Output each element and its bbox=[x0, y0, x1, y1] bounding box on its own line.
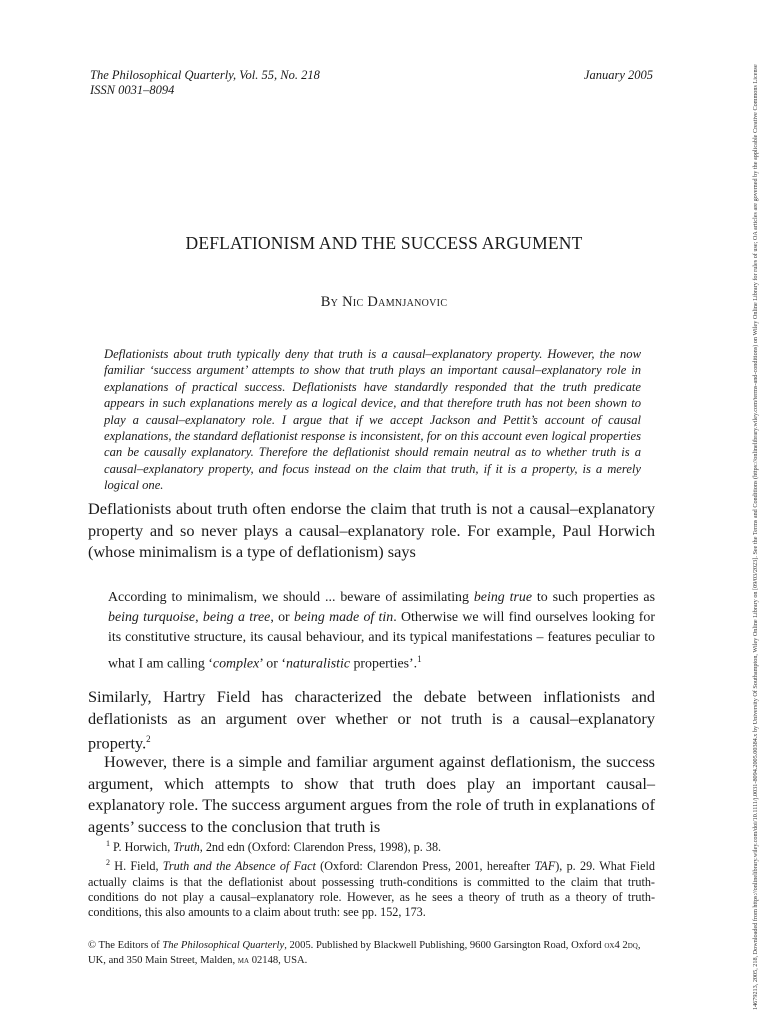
paragraph-1: Deflationists about truth often endorse the claim that truth is not a causal–explanatory property and so never plays a causal–explanatory role. For example, Paul Horwich (whose minimalism is a type of deflationism) says bbox=[88, 499, 655, 561]
footnote-1: $^1$ P. Horwich, Truth, 2nd edn (Oxford: Clarendon Press, 1998), p. 38. bbox=[106, 839, 442, 855]
block-quote: According to minimalism, we should ... beware of assimilating being true to such properties as being turquoise, being a tree, or being made of tin. Otherwise we will find ourselves looking for its constitutive structure, its causal behaviour, and its typical manifestations – features peculiar to what I am calling ‘complex’ or ‘naturalistic properties’.$^1$ bbox=[108, 590, 656, 672]
issn-label: ISSN bbox=[90, 83, 119, 97]
issue-date: January 2005 bbox=[583, 68, 653, 82]
footnote-ref-2: 2 bbox=[146, 734, 151, 744]
article-title: DEFLATIONISM AND THE SUCCESS ARGUMENT bbox=[185, 233, 583, 253]
issn-number: 0031–8094 bbox=[118, 83, 175, 97]
download-notice: 14679213, 2005, 218, Downloaded from https://onlinelibrary.wiley.com/doi/10.1111/j.0031-8094.2005.00384.x by University Of Southampton, Wiley Online Library on [09/03/2023]. See the Terms and Conditions (https://onlinelibrary.wiley.com/terms-and-conditions) on Wiley Online Library for rules of use; OA articles are governed by the applicable Creative Commons License bbox=[752, 64, 759, 1010]
issn bbox=[90, 83, 320, 98]
footnote-2: $^2$ H. Field, Truth and the Absence of Fact (Oxford: Clarendon Press, 2001, hereafter TAF), p. 29. What Field actually claims is that the deflationist about possessing truth-conditions is committed to the claim that truth-conditions do not play a causal–explanatory role. However, as he sees a theory of truth as a theory of truth-conditions, this also amounts to a claim about truth: see pp. 152, 173. bbox=[88, 858, 655, 919]
paragraph-2: Similarly, Hartry Field has characterized the debate between inflationists and deflationists as an argument over whether or not truth is a causal–explanatory property.$^2$ bbox=[88, 687, 655, 753]
footnote-ref-1: 1 bbox=[417, 653, 422, 664]
journal-citation: The Philosophical Quarterly, Vol. 55, No. 218 bbox=[90, 68, 320, 82]
journal-header bbox=[90, 68, 320, 98]
copyright-notice: © The Editors of The Philosophical Quarterly, 2005. Published by Blackwell Publishing, 9600 Garsington Road, Oxford ox4 2dq, UK, and 350 Main Street, Malden, ma 02148, USA. bbox=[88, 940, 641, 966]
article-author: By Nic Damnjanovic bbox=[320, 294, 448, 310]
abstract: Deflationists about truth typically deny that truth is a causal–explanatory property. However, the now familiar ‘success argument’ attempts to show that truth plays an important causal–explanatory role in explanations of practical success. Deflationists have standardly responded that the truth predicate appears in such explanations merely as a logical device, and that therefore truth has not been shown to play a causal–explanatory role. I argue that if we accept Jackson and Pettit’s account of causal explanations, the standard deflationist response is inconsistent, for on this account even logical properties can be causally explanatory. Therefore the deflationist should remain neutral as to whether truth is a causal–explanatory property, and focus instead on the claim that truth, if it is a property, is a merely logical one. bbox=[104, 347, 641, 493]
paragraph-3: However, there is a simple and familiar argument against deflationism, the success argument, which attempts to show that truth does play an important causal–explanatory role. The success argument argues from the role of truth in explanations of agents’ success to the conclusion that truth is bbox=[88, 752, 655, 836]
footnotes bbox=[88, 836, 655, 920]
